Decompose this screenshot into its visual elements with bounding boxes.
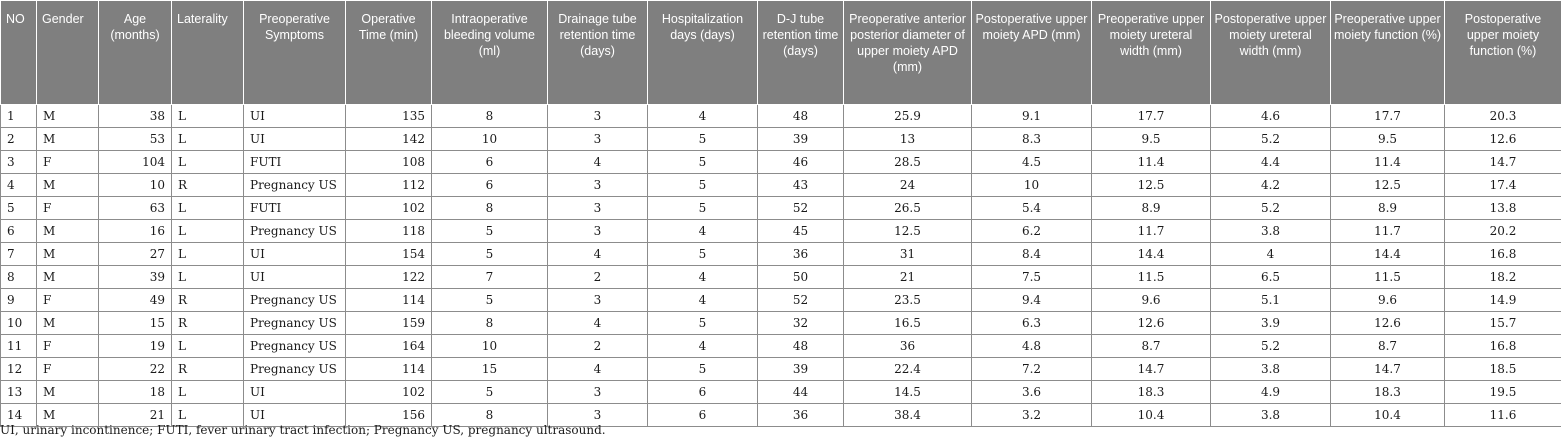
table-cell: 3 bbox=[548, 197, 648, 220]
table-cell: 9.5 bbox=[1092, 128, 1211, 151]
table-cell: 4.6 bbox=[1211, 105, 1331, 128]
table-cell: 18.3 bbox=[1331, 381, 1445, 404]
table-cell: 104 bbox=[99, 151, 172, 174]
table-cell: 7 bbox=[1, 243, 37, 266]
table-cell: 10 bbox=[432, 128, 548, 151]
table-cell: 5 bbox=[432, 289, 548, 312]
table-cell: 14.5 bbox=[844, 381, 972, 404]
table-cell: 13 bbox=[844, 128, 972, 151]
column-header: Laterality bbox=[172, 1, 244, 105]
column-header: Preoperative upper moiety function (%) bbox=[1331, 1, 1445, 105]
table-cell: 5 bbox=[432, 220, 548, 243]
table-cell: 20.3 bbox=[1445, 105, 1561, 128]
column-header: D-J tube retention time (days) bbox=[758, 1, 844, 105]
table-cell: 7.5 bbox=[972, 266, 1092, 289]
table-cell: 31 bbox=[844, 243, 972, 266]
table-cell: 17.4 bbox=[1445, 174, 1561, 197]
table-cell: F bbox=[37, 335, 99, 358]
table-header-row bbox=[1, 1, 1561, 105]
table-cell: 11.5 bbox=[1331, 266, 1445, 289]
table-cell: 2 bbox=[548, 335, 648, 358]
table-cell: 5 bbox=[648, 358, 758, 381]
table-cell: 118 bbox=[346, 220, 432, 243]
table-cell: R bbox=[172, 358, 244, 381]
table-cell: 16.8 bbox=[1445, 243, 1561, 266]
column-header: NO bbox=[1, 1, 37, 105]
table-cell: 48 bbox=[758, 335, 844, 358]
table-cell: 2 bbox=[548, 266, 648, 289]
table-cell: 53 bbox=[99, 128, 172, 151]
table-cell: 9.6 bbox=[1092, 289, 1211, 312]
column-header: Gender bbox=[37, 1, 99, 105]
table-cell: M bbox=[37, 174, 99, 197]
table-cell: 7.2 bbox=[972, 358, 1092, 381]
table-cell: F bbox=[37, 197, 99, 220]
table-cell: 5 bbox=[648, 151, 758, 174]
table-cell: 3 bbox=[548, 105, 648, 128]
table-cell: 3.8 bbox=[1211, 358, 1331, 381]
table-cell: 6 bbox=[432, 151, 548, 174]
table-cell: 154 bbox=[346, 243, 432, 266]
table-row bbox=[1, 289, 1561, 312]
table-cell: M bbox=[37, 312, 99, 335]
table-cell: 102 bbox=[346, 197, 432, 220]
table-cell: 18.5 bbox=[1445, 358, 1561, 381]
table-cell: 11 bbox=[1, 335, 37, 358]
table-cell: 10 bbox=[99, 174, 172, 197]
table-cell: 46 bbox=[758, 151, 844, 174]
table-row bbox=[1, 174, 1561, 197]
table-cell: 4 bbox=[648, 105, 758, 128]
table-cell: 63 bbox=[99, 197, 172, 220]
table-cell: L bbox=[172, 381, 244, 404]
table-cell: 4.5 bbox=[972, 151, 1092, 174]
table-cell: 4 bbox=[1, 174, 37, 197]
table-cell: 15 bbox=[99, 312, 172, 335]
table-cell: Pregnancy US bbox=[244, 289, 346, 312]
table-cell: 38.4 bbox=[844, 404, 972, 427]
table-cell: 122 bbox=[346, 266, 432, 289]
table-cell: 12.5 bbox=[1331, 174, 1445, 197]
table-cell: L bbox=[172, 105, 244, 128]
table-row bbox=[1, 312, 1561, 335]
table-cell: 45 bbox=[758, 220, 844, 243]
table-body bbox=[1, 105, 1561, 427]
table-cell: 14.9 bbox=[1445, 289, 1561, 312]
table-cell: 102 bbox=[346, 381, 432, 404]
table-cell: 12.5 bbox=[1092, 174, 1211, 197]
table-cell: 11.5 bbox=[1092, 266, 1211, 289]
table-cell: 5 bbox=[648, 174, 758, 197]
table-cell: 8 bbox=[432, 312, 548, 335]
table-cell: 11.4 bbox=[1092, 151, 1211, 174]
table-cell: 12 bbox=[1, 358, 37, 381]
table-cell: 17.7 bbox=[1331, 105, 1445, 128]
table-cell: 4 bbox=[548, 243, 648, 266]
table-row bbox=[1, 105, 1561, 128]
table-cell: L bbox=[172, 266, 244, 289]
table-row bbox=[1, 358, 1561, 381]
column-header: Postoperative upper moiety ureteral width (mm) bbox=[1211, 1, 1331, 105]
table-cell: M bbox=[37, 220, 99, 243]
table-cell: 28.5 bbox=[844, 151, 972, 174]
table-cell: 12.6 bbox=[1331, 312, 1445, 335]
table-cell: 5 bbox=[432, 381, 548, 404]
table-cell: 3.8 bbox=[1211, 220, 1331, 243]
table-cell: 11.7 bbox=[1092, 220, 1211, 243]
table-cell: 3.9 bbox=[1211, 312, 1331, 335]
table-row bbox=[1, 128, 1561, 151]
table-cell: 1 bbox=[1, 105, 37, 128]
table-cell: 43 bbox=[758, 174, 844, 197]
table-cell: 3 bbox=[548, 289, 648, 312]
table-cell: 14 bbox=[1, 404, 37, 427]
table-cell: Pregnancy US bbox=[244, 335, 346, 358]
table-cell: 25.9 bbox=[844, 105, 972, 128]
table-cell: 108 bbox=[346, 151, 432, 174]
table-cell: 2 bbox=[1, 128, 37, 151]
table-cell: 4.9 bbox=[1211, 381, 1331, 404]
table-cell: 156 bbox=[346, 404, 432, 427]
column-header: Postoperative upper moiety function (%) bbox=[1445, 1, 1561, 105]
table-cell: 5 bbox=[648, 312, 758, 335]
table-cell: 4.2 bbox=[1211, 174, 1331, 197]
table-cell: 4 bbox=[1211, 243, 1331, 266]
table-cell: 6.2 bbox=[972, 220, 1092, 243]
table-cell: R bbox=[172, 174, 244, 197]
table-cell: 9 bbox=[1, 289, 37, 312]
table-cell: 11.7 bbox=[1331, 220, 1445, 243]
table-cell: 6.3 bbox=[972, 312, 1092, 335]
column-header: Hospitalization days (days) bbox=[648, 1, 758, 105]
table-cell: M bbox=[37, 266, 99, 289]
column-header: Operative Time (min) bbox=[346, 1, 432, 105]
table-cell: 21 bbox=[99, 404, 172, 427]
table-cell: 164 bbox=[346, 335, 432, 358]
table-cell: F bbox=[37, 289, 99, 312]
table-cell: M bbox=[37, 105, 99, 128]
table-cell: FUTI bbox=[244, 151, 346, 174]
table-row bbox=[1, 266, 1561, 289]
table-cell: UI bbox=[244, 381, 346, 404]
table-cell: 9.1 bbox=[972, 105, 1092, 128]
table-cell: UI bbox=[244, 128, 346, 151]
table-cell: 5 bbox=[648, 197, 758, 220]
table-cell: 6 bbox=[648, 404, 758, 427]
table-cell: 26.5 bbox=[844, 197, 972, 220]
table-cell: UI bbox=[244, 105, 346, 128]
table-cell: 6 bbox=[648, 381, 758, 404]
table-cell: M bbox=[37, 128, 99, 151]
table-cell: 38 bbox=[99, 105, 172, 128]
table-cell: Pregnancy US bbox=[244, 174, 346, 197]
table-cell: 6.5 bbox=[1211, 266, 1331, 289]
table-cell: R bbox=[172, 289, 244, 312]
table-cell: F bbox=[37, 358, 99, 381]
table-cell: 50 bbox=[758, 266, 844, 289]
table-cell: L bbox=[172, 243, 244, 266]
column-header: Preoperative upper moiety ureteral width (mm) bbox=[1092, 1, 1211, 105]
table-cell: 4.4 bbox=[1211, 151, 1331, 174]
table-cell: 112 bbox=[346, 174, 432, 197]
table-cell: 4 bbox=[648, 220, 758, 243]
table-cell: 4 bbox=[648, 266, 758, 289]
table-cell: 114 bbox=[346, 358, 432, 381]
table-cell: 7 bbox=[432, 266, 548, 289]
table-cell: 36 bbox=[758, 243, 844, 266]
table-cell: 24 bbox=[844, 174, 972, 197]
table-cell: 8 bbox=[1, 266, 37, 289]
table-cell: M bbox=[37, 381, 99, 404]
table-cell: 27 bbox=[99, 243, 172, 266]
table-cell: 8 bbox=[432, 197, 548, 220]
table-cell: R bbox=[172, 312, 244, 335]
column-header: Postoperative upper moiety APD (mm) bbox=[972, 1, 1092, 105]
table-cell: M bbox=[37, 243, 99, 266]
table-cell: 32 bbox=[758, 312, 844, 335]
table-cell: 18.2 bbox=[1445, 266, 1561, 289]
column-header: Drainage tube retention time (days) bbox=[548, 1, 648, 105]
table-cell: 39 bbox=[99, 266, 172, 289]
table-cell: 142 bbox=[346, 128, 432, 151]
table-cell: 5 bbox=[432, 243, 548, 266]
table-footnote: UI, urinary incontinence; FUTI, fever urinary tract infection; Pregnancy US, pregnancy ultrasound. bbox=[0, 423, 606, 437]
table-cell: 16.5 bbox=[844, 312, 972, 335]
table-cell: 3.8 bbox=[1211, 404, 1331, 427]
table-cell: 3 bbox=[1, 151, 37, 174]
table-cell: 19.5 bbox=[1445, 381, 1561, 404]
table-cell: 12.6 bbox=[1092, 312, 1211, 335]
table-cell: 16 bbox=[99, 220, 172, 243]
table-cell: 10 bbox=[1, 312, 37, 335]
table-cell: 10.4 bbox=[1092, 404, 1211, 427]
table-cell: 22.4 bbox=[844, 358, 972, 381]
table-cell: 11.6 bbox=[1445, 404, 1561, 427]
table-cell: 3 bbox=[548, 381, 648, 404]
table-cell: 159 bbox=[346, 312, 432, 335]
table-cell: 5 bbox=[648, 243, 758, 266]
table-cell: 12.5 bbox=[844, 220, 972, 243]
table-cell: 135 bbox=[346, 105, 432, 128]
column-header: Intraoperative bleeding volume (ml) bbox=[432, 1, 548, 105]
table-cell: 8 bbox=[432, 404, 548, 427]
table-cell: F bbox=[37, 151, 99, 174]
table-cell: 14.4 bbox=[1092, 243, 1211, 266]
table-cell: 5.2 bbox=[1211, 335, 1331, 358]
table-cell: 10.4 bbox=[1331, 404, 1445, 427]
table-cell: 10 bbox=[432, 335, 548, 358]
table-cell: 19 bbox=[99, 335, 172, 358]
column-header: Preoperative anterior posterior diameter of upper moiety APD (mm) bbox=[844, 1, 972, 105]
table-cell: 3 bbox=[548, 128, 648, 151]
table-cell: 3.2 bbox=[972, 404, 1092, 427]
table-cell: FUTI bbox=[244, 197, 346, 220]
table-cell: 4 bbox=[648, 335, 758, 358]
table-cell: 17.7 bbox=[1092, 105, 1211, 128]
table-cell: 48 bbox=[758, 105, 844, 128]
table-cell: Pregnancy US bbox=[244, 358, 346, 381]
table-cell: L bbox=[172, 220, 244, 243]
table-cell: 22 bbox=[99, 358, 172, 381]
table-cell: 3.6 bbox=[972, 381, 1092, 404]
table-cell: 52 bbox=[758, 289, 844, 312]
table-cell: 8.9 bbox=[1331, 197, 1445, 220]
table-cell: L bbox=[172, 335, 244, 358]
table-cell: 11.4 bbox=[1331, 151, 1445, 174]
table-cell: 4 bbox=[548, 312, 648, 335]
table-cell: L bbox=[172, 197, 244, 220]
table-cell: 36 bbox=[758, 404, 844, 427]
column-header: Preoperative Symptoms bbox=[244, 1, 346, 105]
table-cell: 18.3 bbox=[1092, 381, 1211, 404]
table-row bbox=[1, 243, 1561, 266]
table-cell: 14.7 bbox=[1092, 358, 1211, 381]
table-cell: 114 bbox=[346, 289, 432, 312]
table-row bbox=[1, 197, 1561, 220]
table-row bbox=[1, 220, 1561, 243]
table-row bbox=[1, 151, 1561, 174]
table-cell: 5 bbox=[648, 128, 758, 151]
table-cell: 9.5 bbox=[1331, 128, 1445, 151]
table-cell: 14.4 bbox=[1331, 243, 1445, 266]
table-cell: L bbox=[172, 151, 244, 174]
table-cell: 39 bbox=[758, 128, 844, 151]
column-header: Age (months) bbox=[99, 1, 172, 105]
table-cell: 8.9 bbox=[1092, 197, 1211, 220]
table-cell: Pregnancy US bbox=[244, 220, 346, 243]
table-cell: 15.7 bbox=[1445, 312, 1561, 335]
table-cell: Pregnancy US bbox=[244, 312, 346, 335]
table-cell: 5.2 bbox=[1211, 128, 1331, 151]
table-cell: 8.7 bbox=[1092, 335, 1211, 358]
table-cell: 36 bbox=[844, 335, 972, 358]
table-cell: 23.5 bbox=[844, 289, 972, 312]
table-cell: UI bbox=[244, 404, 346, 427]
table-cell: 9.6 bbox=[1331, 289, 1445, 312]
table-cell: 18 bbox=[99, 381, 172, 404]
table-cell: 4.8 bbox=[972, 335, 1092, 358]
table-cell: 21 bbox=[844, 266, 972, 289]
table-cell: 8 bbox=[432, 105, 548, 128]
table-row bbox=[1, 381, 1561, 404]
table-cell: 5.1 bbox=[1211, 289, 1331, 312]
table-cell: 9.4 bbox=[972, 289, 1092, 312]
table-cell: 15 bbox=[432, 358, 548, 381]
table-cell: UI bbox=[244, 243, 346, 266]
table-cell: L bbox=[172, 128, 244, 151]
table-cell: 3 bbox=[548, 174, 648, 197]
table-cell: 3 bbox=[548, 220, 648, 243]
table-row bbox=[1, 335, 1561, 358]
table-cell: 13.8 bbox=[1445, 197, 1561, 220]
table-cell: 39 bbox=[758, 358, 844, 381]
table-cell: 8.3 bbox=[972, 128, 1092, 151]
table-cell: 13 bbox=[1, 381, 37, 404]
table-cell: 3 bbox=[548, 404, 648, 427]
table-cell: 14.7 bbox=[1445, 151, 1561, 174]
table-cell: 4 bbox=[548, 151, 648, 174]
table-cell: M bbox=[37, 404, 99, 427]
table-cell: 14.7 bbox=[1331, 358, 1445, 381]
table-cell: 6 bbox=[432, 174, 548, 197]
table-cell: 4 bbox=[648, 289, 758, 312]
table-cell: 8.7 bbox=[1331, 335, 1445, 358]
table-cell: 8.4 bbox=[972, 243, 1092, 266]
table-cell: L bbox=[172, 404, 244, 427]
table-cell: 44 bbox=[758, 381, 844, 404]
table-cell: UI bbox=[244, 266, 346, 289]
table-cell: 5.2 bbox=[1211, 197, 1331, 220]
table-cell: 6 bbox=[1, 220, 37, 243]
table-cell: 10 bbox=[972, 174, 1092, 197]
table-cell: 4 bbox=[548, 358, 648, 381]
table-cell: 16.8 bbox=[1445, 335, 1561, 358]
table-cell: 5 bbox=[1, 197, 37, 220]
table-cell: 52 bbox=[758, 197, 844, 220]
table-cell: 20.2 bbox=[1445, 220, 1561, 243]
table-cell: 5.4 bbox=[972, 197, 1092, 220]
table-cell: 49 bbox=[99, 289, 172, 312]
table-cell: 12.6 bbox=[1445, 128, 1561, 151]
